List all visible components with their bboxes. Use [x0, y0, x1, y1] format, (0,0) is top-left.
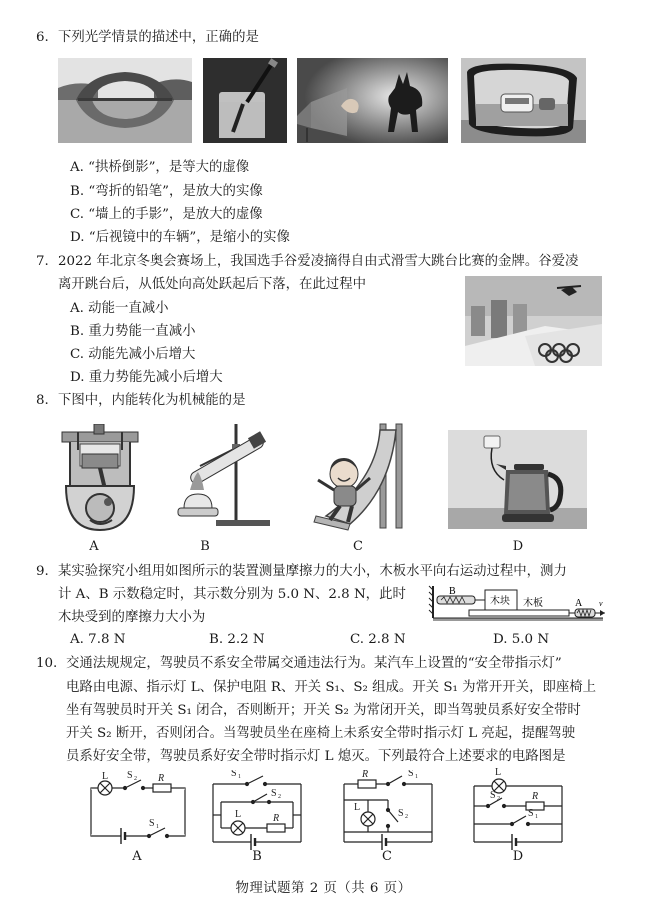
q9-label-block: 木块	[490, 596, 510, 607]
q10-d-label-r: R	[532, 791, 539, 802]
q8-engine-diagram	[60, 424, 140, 534]
q10-circuit-d	[468, 766, 568, 852]
q10-d-label-s1-sub: 1	[535, 814, 538, 820]
q9-option-d: D. 5.0 N	[493, 632, 550, 647]
q6-option-b: B. “弯折的铅笔”，是放大的实像	[70, 184, 263, 199]
q9-number: 9.	[36, 564, 49, 579]
q9-stem-line-3: 木块受到的摩擦力大小为	[58, 610, 206, 625]
q6-hand-shadow-photo	[297, 58, 448, 143]
q10-circuit-c	[338, 770, 438, 852]
q9-label-b: B	[449, 586, 456, 597]
q10-a-label-s1: S	[149, 818, 155, 829]
q9-label-a: A	[575, 598, 583, 609]
q10-c-label-s2: S	[398, 808, 404, 819]
q9-stem-line-1: 某实验探究小组用如图所示的装置测量摩擦力的大小，木板水平向右运动过程中，测力	[58, 564, 567, 579]
q6-number: 6.	[36, 30, 49, 45]
q6-option-c: C. “墙上的手影”，是放大的虚像	[70, 207, 263, 222]
q10-caption-b: B	[252, 849, 262, 864]
q8-stem: 下图中，内能转化为机械能的是	[58, 393, 246, 408]
q7-option-c: C. 动能先减小后增大	[70, 347, 196, 362]
q10-c-label-s2-sub: 2	[405, 814, 408, 820]
q8-caption-d: D	[512, 539, 524, 554]
q10-stem-line-2: 电路由电源、指示灯 L、保护电阻 R、开关 S₁、S₂ 组成。开关 S₁ 为常开开关，即座椅上	[66, 680, 597, 695]
q7-option-b: B. 重力势能一直减小	[70, 324, 196, 339]
q6-bent-pencil-photo	[203, 58, 287, 143]
q10-stem-line-4: 开关 S₂ 断开，否则闭合。当驾驶员坐在座椅上未系安全带时指示灯 L 亮起，提醒驾驶	[66, 726, 576, 741]
q8-caption-c: C	[353, 539, 363, 554]
q10-a-label-lamp: L	[102, 771, 109, 782]
q7-stem-line-1: 2022 年北京冬奥会赛场上，我国选手谷爱凌摘得自由式滑雪大跳台比赛的金牌。谷爱凌	[58, 254, 579, 269]
q10-caption-c: C	[382, 849, 392, 864]
q7-number: 7.	[36, 254, 49, 269]
q10-a-label-r: R	[158, 773, 165, 784]
q8-heated-test-tube-diagram	[170, 420, 280, 532]
q10-c-label-lamp: L	[354, 802, 361, 813]
q7-option-a: A. 动能一直减小	[70, 301, 169, 316]
q10-b-label-r: R	[273, 813, 280, 824]
q8-number: 8.	[36, 393, 49, 408]
q10-d-label-lamp: L	[495, 767, 502, 778]
q7-stem-line-2: 离开跳台后，从低处向高处跃起后下落，在此过程中	[58, 277, 366, 292]
q10-b-label-s2-sub: 2	[278, 794, 281, 800]
q7-option-d: D. 重力势能先减小后增大	[70, 370, 223, 385]
q10-a-label-s2-sub: 2	[134, 776, 137, 782]
q9-label-v: v	[599, 599, 603, 608]
q8-slide-child-picture	[310, 420, 414, 532]
q10-b-label-s1-sub: 1	[238, 774, 241, 780]
q9-option-b: B. 2.2 N	[209, 632, 265, 647]
q10-stem-line-3: 坐有驾驶员时开关 S₁ 闭合，否则断开；开关 S₂ 为常闭开关，即当驾驶员系好安全带时	[66, 703, 581, 718]
q7-ski-jump-photo	[465, 276, 602, 366]
q10-b-label-s1: S	[231, 770, 237, 779]
q10-d-label-s2: S	[490, 790, 496, 801]
q9-friction-apparatus-diagram	[427, 584, 607, 626]
q6-option-a: A. “拱桥倒影”，是等大的虚像	[70, 160, 250, 175]
q10-caption-d: D	[512, 849, 524, 864]
page-footer: 物理试题第 2 页（共 6 页）	[235, 881, 412, 896]
q8-caption-a: A	[89, 539, 99, 554]
q10-stem-line-1: 交通法规规定，驾驶员不系安全带属交通违法行为。某汽车上设置的“安全带指示灯”	[66, 656, 562, 671]
q10-a-label-s2: S	[127, 770, 133, 781]
q10-b-label-lamp: L	[235, 809, 242, 820]
q10-circuit-b	[207, 770, 307, 852]
q6-option-d: D. “后视镜中的车辆”，是缩小的实像	[70, 230, 290, 245]
q10-caption-a: A	[132, 849, 142, 864]
q10-b-label-s2: S	[271, 788, 277, 799]
q10-c-label-r: R	[362, 770, 369, 780]
q10-c-label-s1: S	[408, 770, 414, 779]
q9-option-a: A. 7.8 N	[70, 632, 126, 647]
q8-caption-b: B	[200, 539, 210, 554]
q10-number: 10.	[36, 656, 58, 671]
q10-circuit-a	[85, 770, 190, 850]
q6-stem: 下列光学情景的描述中，正确的是	[58, 30, 259, 45]
q9-label-board: 木板	[523, 598, 543, 609]
q10-d-label-s2-sub: 2	[497, 796, 500, 802]
q10-c-label-s1-sub: 1	[415, 774, 418, 780]
q9-option-c: C. 2.8 N	[350, 632, 406, 647]
q6-bridge-reflection-photo	[58, 58, 192, 143]
q8-electric-kettle-photo	[448, 430, 587, 529]
q9-stem-line-2: 计 A、B 示数稳定时，其示数分别为 5.0 N、2.8 N，此时	[58, 587, 406, 602]
q10-a-label-s1-sub: 1	[156, 824, 159, 830]
q6-rearview-mirror-photo	[461, 58, 586, 143]
q10-stem-line-5: 员系好安全带，驾驶员系好安全带时指示灯 L 熄灭。下列最符合上述要求的电路图是	[66, 749, 566, 764]
q10-d-label-s1: S	[528, 808, 534, 819]
